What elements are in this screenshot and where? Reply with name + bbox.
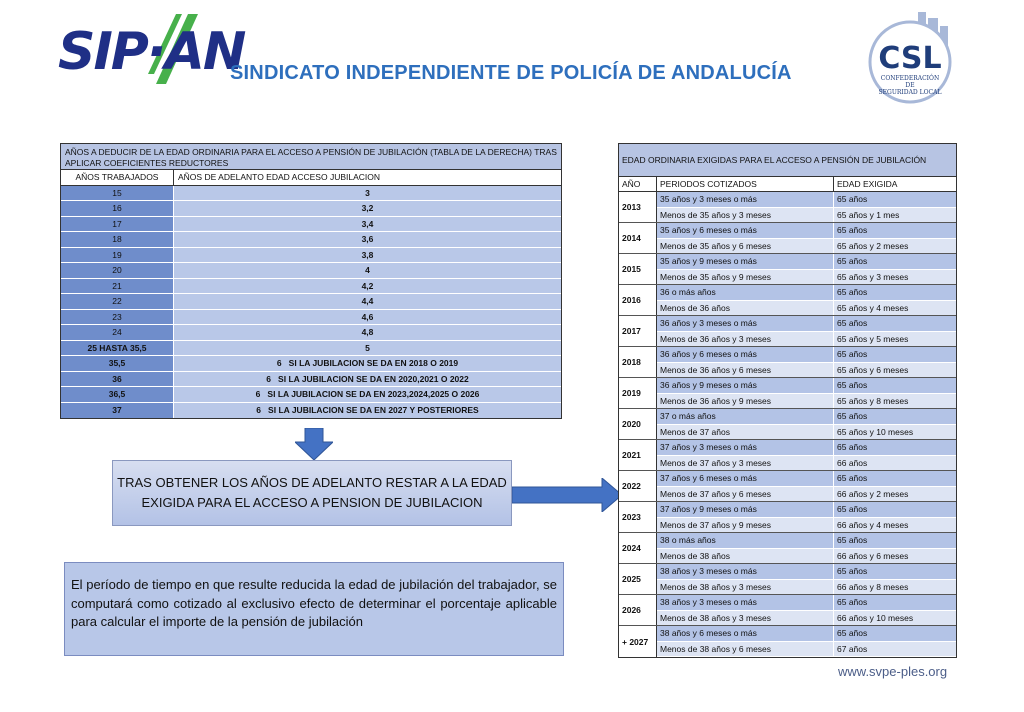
age-cell: 65 años y 8 meses: [837, 396, 909, 406]
table-row: [657, 533, 956, 548]
advance-cell: 4,6: [174, 310, 561, 325]
advance-cell: 4,4: [174, 294, 561, 309]
age-cell: 65 años y 6 meses: [837, 365, 909, 375]
advance-cell: 3,8: [174, 248, 561, 263]
years-worked-cell: 23: [61, 310, 174, 325]
table-row: [61, 294, 561, 310]
age-cell: 65 años y 1 mes: [837, 210, 900, 220]
table-row: [657, 641, 956, 656]
age-cell: 65 años: [837, 566, 868, 576]
year-group: [619, 285, 956, 316]
table-row: [657, 502, 956, 517]
age-cell: 65 años y 2 meses: [837, 241, 909, 251]
table-row: [61, 372, 561, 388]
period-cell: Menos de 35 años y 6 meses: [657, 239, 834, 253]
period-cell: Menos de 38 años y 3 meses: [657, 580, 834, 594]
year-cell: 2017: [619, 316, 657, 346]
year-group: [619, 564, 956, 595]
table-row: [657, 610, 956, 625]
years-worked-cell: 36: [61, 372, 174, 387]
table-row: [657, 595, 956, 610]
period-cell: Menos de 38 años y 3 meses: [657, 611, 834, 625]
age-cell: 65 años: [837, 194, 868, 204]
period-cell: Menos de 36 años: [657, 301, 834, 315]
year-cell: 2016: [619, 285, 657, 315]
year-group: [619, 378, 956, 409]
col-required-age: EDAD EXIGIDA: [837, 179, 898, 189]
years-worked-cell: 18: [61, 232, 174, 247]
table-row: [657, 285, 956, 300]
period-cell: Menos de 37 años y 3 meses: [657, 456, 834, 470]
period-cell: Menos de 36 años y 6 meses: [657, 363, 834, 377]
arrow-down-icon: [295, 428, 333, 460]
arrow-right-icon: [512, 478, 622, 512]
table-row: [61, 325, 561, 341]
years-worked-cell: 17: [61, 217, 174, 232]
year-group: [619, 409, 956, 440]
period-cell: Menos de 38 años y 6 meses: [657, 642, 834, 656]
table-row: [657, 269, 956, 284]
age-cell: 65 años: [837, 318, 868, 328]
period-cell: 36 años y 9 meses o más: [657, 378, 834, 393]
age-cell: 65 años: [837, 256, 868, 266]
advance-cell: 3,6: [174, 232, 561, 247]
year-cell: 2021: [619, 440, 657, 470]
year-group: [619, 192, 956, 223]
age-cell: 65 años: [837, 411, 868, 421]
col-years-worked: AÑOS TRABAJADOS: [61, 170, 174, 185]
col-periods: PERIODOS COTIZADOS: [657, 177, 834, 191]
age-cell: 66 años y 2 meses: [837, 489, 909, 499]
advance-cell: 4,8: [174, 325, 561, 340]
table-row: [657, 331, 956, 346]
table-row: [657, 424, 956, 439]
table-row: [657, 486, 956, 501]
years-worked-cell: 22: [61, 294, 174, 309]
table-row: [61, 248, 561, 264]
year-cell: 2023: [619, 502, 657, 532]
advance-years-table: [60, 143, 562, 419]
age-cell: 66 años y 8 meses: [837, 582, 909, 592]
year-cell: 2024: [619, 533, 657, 563]
years-worked-cell: 19: [61, 248, 174, 263]
table-row: [657, 440, 956, 455]
year-cell: 2013: [619, 192, 657, 222]
table-row: [61, 186, 561, 202]
period-cell: Menos de 35 años y 3 meses: [657, 208, 834, 222]
age-cell: 65 años: [837, 380, 868, 390]
year-cell: 2022: [619, 471, 657, 501]
table-row: [657, 254, 956, 269]
age-table-heading: EDAD ORDINARIA EXIGIDAS PARA EL ACCESO A PENSIÓN DE JUBILACIÓN: [619, 144, 956, 177]
age-cell: 66 años y 10 meses: [837, 613, 914, 623]
table-row: [657, 300, 956, 315]
table-row: [657, 579, 956, 594]
sipan-logo: [52, 12, 245, 92]
age-cell: 65 años y 3 meses: [837, 272, 909, 282]
period-cell: Menos de 36 años y 3 meses: [657, 332, 834, 346]
year-group: [619, 347, 956, 378]
table-row: [657, 207, 956, 222]
period-cell: 38 años y 6 meses o más: [657, 626, 834, 641]
table-row: [657, 316, 956, 331]
age-cell: 66 años y 6 meses: [837, 551, 909, 561]
age-cell: 65 años: [837, 504, 868, 514]
advance-cell: 3: [174, 186, 561, 201]
note-box: El período de tiempo en que resulte reducida la edad de jubilación del trabajador, se computará como cotizado al exclusivo efecto de determinar el porcentaje aplicable para calcular el importe de la pensión de jubilación: [64, 562, 564, 656]
age-cell: 65 años y 5 meses: [837, 334, 909, 344]
table-row: [657, 238, 956, 253]
age-cell: 65 años: [837, 535, 868, 545]
period-cell: 37 años y 9 meses o más: [657, 502, 834, 517]
advance-cell: 5: [174, 341, 561, 356]
table-row: [657, 626, 956, 641]
advance-table-heading: AÑOS A DEDUCIR DE LA EDAD ORDINARIA PARA EL ACCESO A PENSIÓN DE JUBILACIÓN (TABLA DE LA DERECHA) TRAS APLICAR COEFICIENTES REDUCTORES: [61, 144, 561, 170]
years-worked-cell: 16: [61, 201, 174, 216]
year-cell: 2020: [619, 409, 657, 439]
table-row: [657, 378, 956, 393]
table-row: [657, 455, 956, 470]
table-row: [61, 356, 561, 372]
period-cell: Menos de 37 años y 9 meses: [657, 518, 834, 532]
period-cell: 37 años y 6 meses o más: [657, 471, 834, 486]
table-row: [657, 409, 956, 424]
year-group: [619, 626, 956, 657]
col-year: AÑO: [619, 177, 657, 191]
csl-line2: DE: [905, 82, 915, 89]
table-row: [61, 232, 561, 248]
period-cell: Menos de 37 años y 6 meses: [657, 487, 834, 501]
table-row: [61, 310, 561, 326]
year-cell: 2015: [619, 254, 657, 284]
year-group: [619, 533, 956, 564]
years-worked-cell: 36,5: [61, 387, 174, 402]
year-group: [619, 254, 956, 285]
period-cell: Menos de 38 años: [657, 549, 834, 563]
table-row: [61, 201, 561, 217]
period-cell: 36 años y 6 meses o más: [657, 347, 834, 362]
age-cell: 65 años: [837, 349, 868, 359]
years-worked-cell: 15: [61, 186, 174, 201]
table-row: [61, 279, 561, 295]
year-cell: 2019: [619, 378, 657, 408]
period-cell: 35 años y 3 meses o más: [657, 192, 834, 207]
years-worked-cell: 25 HASTA 35,5: [61, 341, 174, 356]
years-worked-cell: 24: [61, 325, 174, 340]
ordinary-age-table: [618, 143, 957, 658]
age-cell: 65 años: [837, 473, 868, 483]
logo-text: SIP·AN: [58, 22, 245, 82]
period-cell: Menos de 36 años y 9 meses: [657, 394, 834, 408]
period-cell: Menos de 35 años y 9 meses: [657, 270, 834, 284]
advance-cell: 6 SI LA JUBILACION SE DA EN 2020,2021 O 2022: [174, 372, 561, 387]
year-group: [619, 223, 956, 254]
instruction-callout: TRAS OBTENER LOS AÑOS DE ADELANTO RESTAR A LA EDAD EXIGIDA PARA EL ACCESO A PENSION DE JUBILACION: [112, 460, 512, 526]
table-row: [657, 471, 956, 486]
table-row: [657, 564, 956, 579]
advance-cell: 4: [174, 263, 561, 278]
years-worked-cell: 35,5: [61, 356, 174, 371]
website-url: www.svpe-ples.org: [838, 664, 948, 679]
table-row: [657, 393, 956, 408]
age-cell: 65 años y 4 meses: [837, 303, 909, 313]
age-cell: 65 años: [837, 442, 868, 452]
age-table-header-row: [619, 177, 956, 192]
year-group: [619, 316, 956, 347]
page-title: SINDICATO INDEPENDIENTE DE POLICÍA DE ANDALUCÍA: [230, 62, 792, 84]
table-row: [61, 387, 561, 403]
table-row: [657, 223, 956, 238]
age-cell: 65 años: [837, 597, 868, 607]
age-cell: 65 años: [837, 287, 868, 297]
age-cell: 65 años y 10 meses: [837, 427, 914, 437]
age-cell: 65 años: [837, 628, 868, 638]
table-row: [657, 192, 956, 207]
table-row: [657, 548, 956, 563]
period-cell: 36 o más años: [657, 285, 834, 300]
csl-line1: CONFEDERACIÓN: [880, 75, 940, 82]
table-row: [61, 403, 561, 419]
year-cell: 2025: [619, 564, 657, 594]
period-cell: Menos de 37 años: [657, 425, 834, 439]
advance-table-header-row: [61, 170, 561, 186]
advance-cell: 6 SI LA JUBILACION SE DA EN 2018 O 2019: [174, 356, 561, 371]
csl-logo: [862, 10, 958, 106]
period-cell: 38 años y 3 meses o más: [657, 564, 834, 579]
age-cell: 66 años y 4 meses: [837, 520, 909, 530]
col-advance-years: AÑOS DE ADELANTO EDAD ACCESO JUBILACION: [178, 172, 381, 182]
period-cell: 37 años y 3 meses o más: [657, 440, 834, 455]
period-cell: 37 o más años: [657, 409, 834, 424]
years-worked-cell: 37: [61, 403, 174, 419]
year-group: [619, 595, 956, 626]
age-cell: 65 años: [837, 225, 868, 235]
table-row: [61, 341, 561, 357]
year-cell: 2014: [619, 223, 657, 253]
table-row: [657, 517, 956, 532]
year-group: [619, 471, 956, 502]
age-cell: 66 años: [837, 458, 868, 468]
csl-initials: CSL: [878, 41, 942, 76]
table-row: [657, 362, 956, 377]
year-group: [619, 440, 956, 471]
year-group: [619, 502, 956, 533]
period-cell: 35 años y 6 meses o más: [657, 223, 834, 238]
table-row: [61, 263, 561, 279]
csl-line3: SEGURIDAD LOCAL: [878, 89, 942, 96]
period-cell: 38 o más años: [657, 533, 834, 548]
advance-cell: 6 SI LA JUBILACION SE DA EN 2023,2024,2025 O 2026: [174, 387, 561, 402]
years-worked-cell: 21: [61, 279, 174, 294]
advance-cell: 3,4: [174, 217, 561, 232]
year-cell: + 2027: [619, 626, 657, 657]
years-worked-cell: 20: [61, 263, 174, 278]
table-row: [657, 347, 956, 362]
period-cell: 38 años y 3 meses o más: [657, 595, 834, 610]
advance-cell: 6 SI LA JUBILACION SE DA EN 2027 Y POSTERIORES: [174, 403, 561, 419]
advance-cell: 3,2: [174, 201, 561, 216]
year-cell: 2026: [619, 595, 657, 625]
period-cell: 35 años y 9 meses o más: [657, 254, 834, 269]
advance-cell: 4,2: [174, 279, 561, 294]
period-cell: 36 años y 3 meses o más: [657, 316, 834, 331]
age-cell: 67 años: [837, 644, 868, 654]
table-row: [61, 217, 561, 233]
year-cell: 2018: [619, 347, 657, 377]
